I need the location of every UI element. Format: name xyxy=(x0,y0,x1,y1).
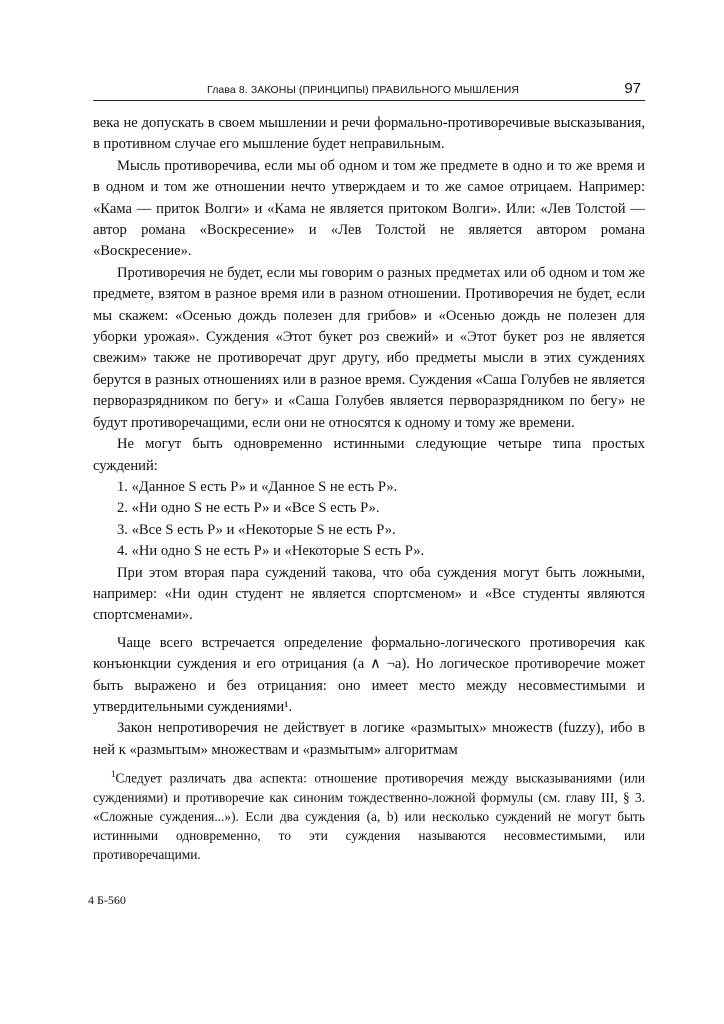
paragraph: Чаще всего встречается определение формально-логического противоречия как конъюнкции суждения и его отрицания (a ∧ ¬a). Но логическое противоречие может быть выражено и без отрицания: оно имеет место между несовместимыми и утвердительными суждениями¹. xyxy=(93,634,645,715)
footnote xyxy=(93,765,645,863)
paragraph: Не могут быть одновременно истинными следующие четыре типа простых суждений: xyxy=(93,436,645,474)
list-item: 2. «Ни одно S не есть Р» и «Все S есть Р». xyxy=(117,500,380,517)
paragraph: Противоречия не будет, если мы говорим о разных предметах или об одном и том же предмете, взятом в разное время или в разном отношении. Противоречия не будет, если мы скажем: «Осенью дождь полезен для грибов» и «Осенью дождь не полезен для уборки урожая». Суждения «Этот букет роз свежий» и «Этот букет роз не является свежим» также не противоречат друг другу, ибо предметы мысли в этих суждениях берутся в разных отношениях или в разное время. Суждения «Саша Голубев не является перворазрядником по бегу» и «Саша Голубев является перворазрядником по бегу» не будут противоречащими, если они не относятся к одному и тому же времени. xyxy=(93,264,645,431)
footnote-marker: 1 xyxy=(111,769,116,780)
list-item: 4. «Ни одно S не есть Р» и «Некоторые S есть Р». xyxy=(117,543,425,560)
running-head xyxy=(93,78,645,101)
paragraph: Мысль противоречива, если мы об одном и том же предмете в одно и то же время и в одном и том же отношении нечто утверждаем и то же самое отрицаем. Например: «Кама — приток Волги» и «Кама не является притоком Волги». Или: «Лев Толстой — автор романа «Воскресение» и «Лев Толстой не является автором романа «Воскресение». xyxy=(93,157,645,260)
list-item: 3. «Все S есть Р» и «Некоторые S не есть Р». xyxy=(117,521,396,538)
book-page xyxy=(93,78,645,864)
chapter-title: Глава 8. ЗАКОНЫ (ПРИНЦИПЫ) ПРАВИЛЬНОГО МЫШЛЕНИЯ xyxy=(207,84,520,96)
footnotes xyxy=(93,765,645,863)
list-item: 1. «Данное S есть Р» и «Данное S не есть Р». xyxy=(117,478,398,495)
footnote-text: Следует различать два аспекта: отношение противоречия между высказываниями (или суждениями) и противоречие как синоним тождественно-ложной формулы (см. главу III, § 3. «Сложные суждения...»). Если два суждения (a, b) или несколько суждений не могут быть истинными одновременно, то эти суждения называются несовместимыми, или противоречащими. xyxy=(93,770,645,862)
paragraph: При этом вторая пара суждений такова, что оба суждения могут быть ложными, например: «Ни один студент не является спортсменом» и «Все студенты являются спортсменами». xyxy=(93,564,645,624)
page-number: 97 xyxy=(624,80,641,97)
paragraph: века не допускать в своем мышлении и речи формально-противоречивые высказывания, в противном случае его мышление будет неправильным. xyxy=(93,115,645,153)
paragraph: Закон непротиворечия не действует в логике «размытых» множеств (fuzzy), ибо в ней к «размытым» множествам и «размытым» алгоритмам xyxy=(93,720,645,758)
body-text xyxy=(93,113,645,761)
printer-signature: 4 Б-560 xyxy=(88,893,126,907)
